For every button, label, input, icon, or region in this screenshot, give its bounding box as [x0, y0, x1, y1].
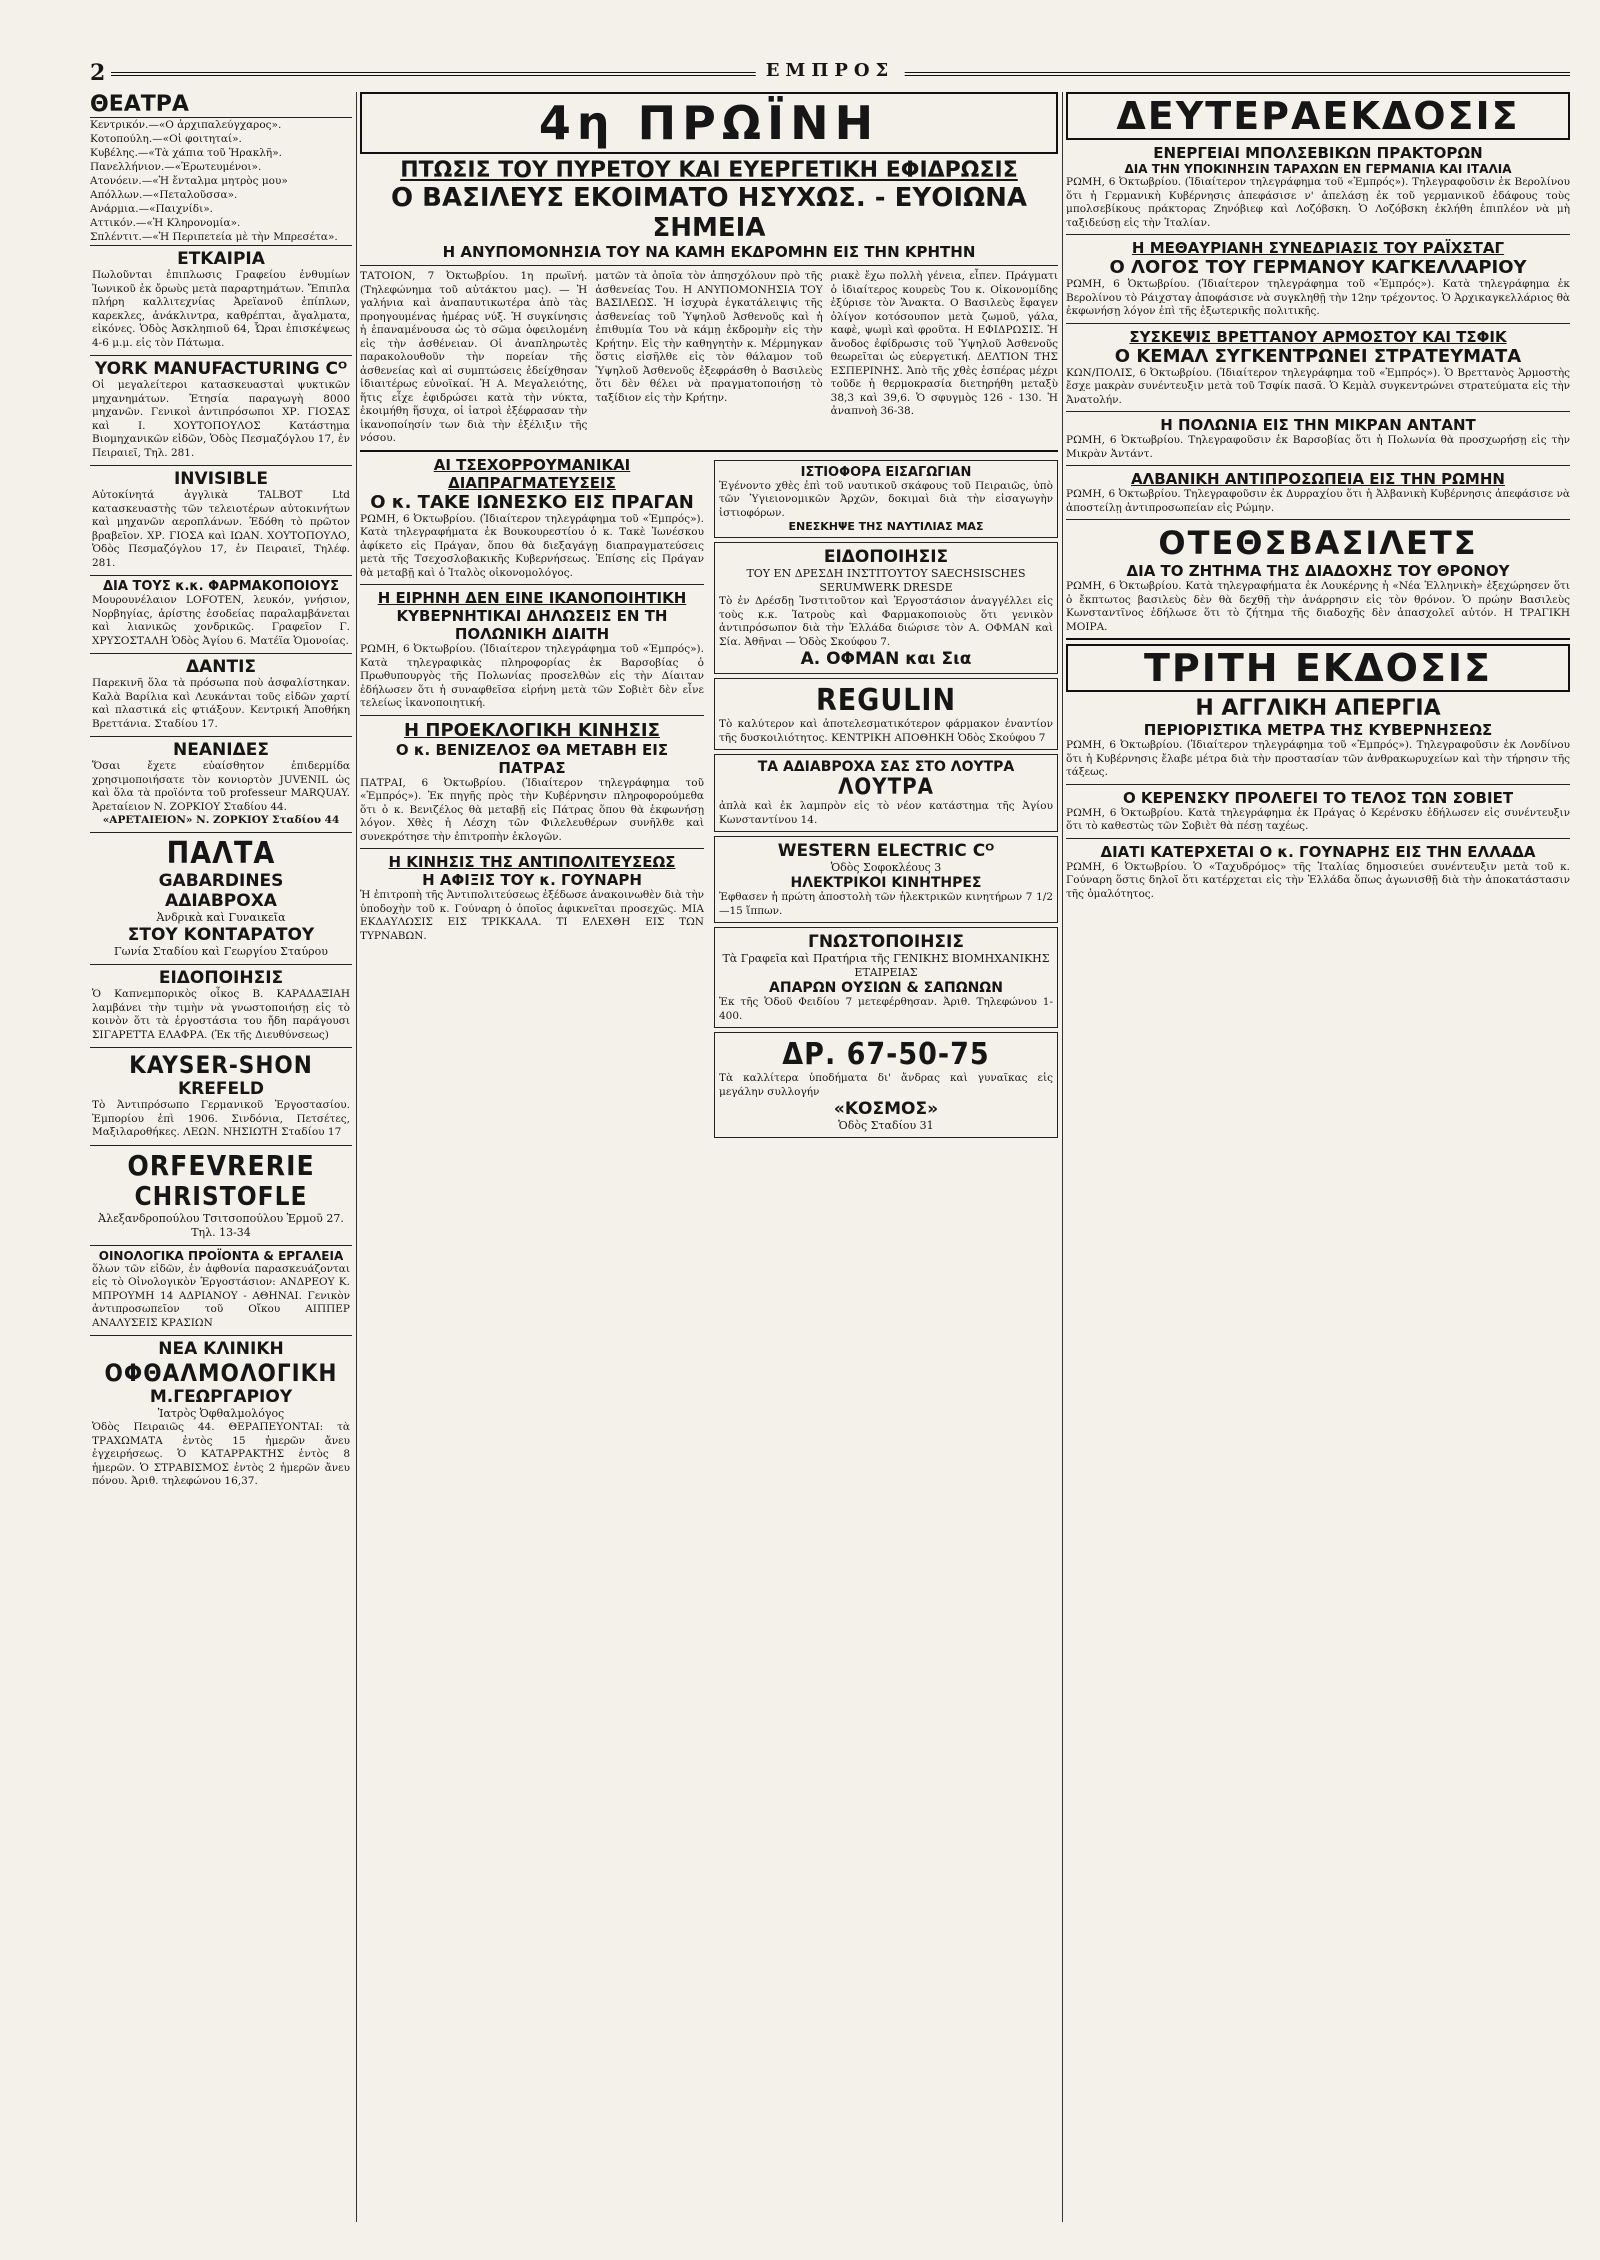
- ad-text: Ἐκ τῆς Ὁδοῦ Φειδίου 7 μετεφέρθησαν. Ἀριθ. Τηλεφώνου 1-400.: [719, 996, 1053, 1022]
- ad-text: Τὸ καλύτερον καὶ ἀποτελεσματικότερον φάρμακον ἐναντίον τῆς δυσκοιλιότητος. ΚΕΝΤΡΙΚΗ ΑΠΟΘΗΚΗ Ὁδὸς Σκούφου 7: [719, 718, 1053, 744]
- article-column: ΤΑΤΟΙΟΝ, 7 Ὀκτωβρίου. 1η πρωϊνή. (Τηλεφώνημα τοῦ αὐτάκτου μας). — Ἡ γαλήνια καὶ ἀναπαυτικωτέρα ἀπὸ τὰς προηγουμένας ἡμέρας νύξ. Ἡ συγκίνησις ἡ ἐπαναμένουσα ὡς τὸ σῶμα ὀφειλομένη εἰς τὴν ἀσθένειαν. Οἱ ἀναπληρωτὲς παρακολουθοῦν τὴν πορείαν τῆς ἀσθενείας καὶ αἱ συμπτώσεις ἐδείχθησαν ἰδιαιτέρως εὐνοϊκαί. Ἡ Α. Μεγαλειότης, ἥτις εἶχε ἐφιδρώσει κατὰ τὴν νύκτα, ἐκοιμήθη ἥσυχα, οἱ ἰατροὶ ἐξέφρασαν τὴν ἱκανοποίησίν των διὰ τὴν ἐξέλιξιν τῆς νόσου.: [360, 270, 588, 444]
- center-column: [360, 92, 1058, 2222]
- ad-address: Ὁδὸς Σοφοκλέους 3: [830, 861, 942, 874]
- theatre-item: Ανάρμια.—«Παιχνίδι».: [90, 203, 213, 215]
- article-headline: ΔΙΑ ΤΗΝ ΥΠΟΚΙΝΗΣΙΝ ΤΑΡΑΧΩΝ ΕΝ ΓΕΡΜΑΝΙΑ ΚΑΙ ΙΤΑΛΙΑ: [1124, 162, 1512, 176]
- ad-subtitle: ΤΟΥ ΕΝ ΔΡΕΣΔΗ ΙΝΣΤΙΤΟΥΤΟΥ SAECHSISCHES SERUMWERK DRESDE: [746, 567, 1026, 594]
- article-title: ΑΙ ΤΣΕΧΟΡΡΟΥΜΑΝΙΚΑΙ ΔΙΑΠΡΑΓΜΑΤΕΥΣΕΙΣ: [433, 455, 631, 492]
- article-column: ματῶν τὰ ὁποῖα τὸν ἀπησχόλουν πρὸ τῆς ἀσθενείας Του. Η ΑΝΥΠΟΜΟΝΗΣΙΑ ΤΟΥ ΒΑΣΙΛΕΩΣ. Ἡ ἰσχυρὰ ἐγκατάλειψις τῆς ἀσθενείας τοῦ Ὑψηλοῦ Ἀσθενοῦς καὶ ἡ ἐπιθυμία Του νὰ κάμῃ ἐκδρομὴν εἰς τὴν Κρήτην. Εἰς τὴν καθηγητὴν κ. Μέρμηγκαν ὅστις εἰσῆλθε εἰς τὸν θάλαμον τοῦ Ὑψηλοῦ Ἀσθενοῦς ἐξεφράσθη ὁ Βασιλεὺς ὅτι δὲν θέλει νὰ πραγματοποιήσῃ τὸ ταξίδιον εἰς τὴν Κρήτην.: [595, 270, 823, 404]
- ad-subtitle: KREFELD: [177, 1079, 265, 1099]
- ad-shop: «ΑΡΕΤΑΙΕΙΟΝ» Ν. ΖΟΡΚΙΟΥ Σταδίου 44: [102, 814, 340, 826]
- article-headline: Ο ΚΕΜΑΛ ΣΥΓΚΕΝΤΡΩΝΕΙ ΣΤΡΑΤΕΥΜΑΤΑ: [1114, 345, 1522, 367]
- article-headline: Ο κ. ΒΕΝΙΖΕΛΟΣ ΘΑ ΜΕΤΑΒΗ ΕΙΣ ΠΑΤΡΑΣ: [395, 740, 669, 777]
- ad-title: INVISIBLE: [173, 469, 268, 489]
- ad-serumwerk: [714, 542, 1058, 674]
- ad-york: [90, 355, 352, 465]
- article-headline: ΔΙΑ ΤΟ ΖΗΤΗΜΑ ΤΗΣ ΔΙΑΔΟΧΗΣ ΤΟΥ ΘΡΟΝΟΥ: [1126, 562, 1510, 580]
- theatre-item: Πανελλήνιον.—«Ἐρωτευμένοι».: [90, 161, 262, 173]
- article-title: Ο ΚΕΡΕΝΣΚΥ ΠΡΟΛΕΓΕΙ ΤΟ ΤΕΛΟΣ ΤΩΝ ΣΟΒΙΕΤ: [1122, 788, 1514, 807]
- ad-text: Ὁ Καπνεμπορικὸς οἶκος Β. ΚΑΡΑΔΑΞΙΑΗ λαμβάνει τὴν τιμὴν νὰ γνωστοποιήσῃ εἰς τὸ κοινὸν ὅτι τὰ ἐργοστάσια του ἤδη παράγουσι ΣΙΓΑΡΕΤΤΑ ΕΛΑΦΡΑ. (Ἐκ τῆς Διευθύνσεως): [92, 988, 350, 1041]
- ad-title: REGULIN: [815, 683, 957, 718]
- ad-raincoats: [714, 754, 1058, 832]
- ad-title: ΙΣΤΙΟΦΟΡΑ ΕΙΣΑΓΩΓΙΑΝ: [800, 464, 972, 480]
- ad-kayser: [90, 1047, 352, 1145]
- theatre-item: Απόλλων.—«Πεταλοῦσσα».: [90, 189, 238, 201]
- ad-text: Μουρουνέλαιον LOFOTEN, λευκόν, γνήσιον, Νορβηγίας, ἀρίστης ἐσοδείας παραλαμβάνεται καὶ λιανικῶς χονδρικῶς. Γραφεῖον Γ. ΧΡΥΣΟΣΤΑΛΗ Ὁδὸς Ἀγίου 6. Ματέϊα Ὁμονοίας.: [92, 594, 350, 647]
- article-text: ΡΩΜΗ, 6 Ὀκτωβρίου. (Ἰδιαίτερον τηλεγράφημα τοῦ «Ἐμπρός»). Κατὰ τηλεγραφικὰς πληροφορίας ἐκ Βαρσοβίας ὁ Πρωθυπουργὸς τῆς Πολωνίας προσελθὼν εἰς τὴν Δίαιταν ἐδήλωσεν ὅτι ἡ συναφθεῖσα εἰρήνη μετὰ τῶν Σοβιὲτ δὲν εἶνε τελείως ἱκανοποιητική.: [360, 643, 704, 709]
- ad-clinic: [90, 1335, 352, 1494]
- article-title: Η ΠΡΟΕΚΛΟΓΙΚΗ ΚΙΝΗΣΙΣ: [404, 719, 660, 741]
- ad-title: ΟΙΝΟΛΟΓΙΚΑ ΠΡΟΪΟΝΤΑ & ΕΡΓΑΛΕΙΑ: [98, 1248, 344, 1263]
- article-headline: Ο κ. ΤΑΚΕ ΙΩΝΕΣΚΟ ΕΙΣ ΠΡΑΓΑΝ: [370, 491, 694, 513]
- ad-subtitle: ΑΠΑΡΩΝ ΟΥΣΙΩΝ & ΣΑΠΩΝΩΝ: [769, 980, 1003, 996]
- article-title: ΣΥΣΚΕΨΙΣ ΒΡΕΤΤΑΝΟΥ ΑΡΜΟΣΤΟΥ ΚΑΙ ΤΣΦΙΚ: [1129, 327, 1507, 346]
- king-article: [360, 270, 1058, 446]
- ad-subtitle: ΕΝΕΣΚΗΨΕ ΤΗΣ ΝΑΥΤΙΛΙΑΣ ΜΑΣ: [788, 520, 984, 533]
- ad-title: YORK MANUFACTURING Cᴼ: [94, 359, 348, 379]
- clinic-line: Ἰατρὸς Ὀφθαλμολόγος: [157, 1407, 285, 1420]
- article-headline: Ο ΛΟΓΟΣ ΤΟΥ ΓΕΡΜΑΝΟΥ ΚΑΓΚΕΛΛΑΡΙΟΥ: [1109, 257, 1527, 278]
- orf-addr: Ἀλεξανδροπούλου Τσιτσοπούλου Ἑρμοῦ 27. Τηλ. 13-34: [98, 1211, 344, 1239]
- palta-line: ΣΤΟΥ ΚΟΝΤΑΡΑΤΟΥ: [127, 925, 315, 945]
- theatres-list: [90, 119, 352, 244]
- ad-text: Πωλοῦνται ἐπιπλωσις Γραφείου ἐνθυμίων Ἰωνικοῦ ἐκ ὄρωὺς μετὰ παραρτημάτων. Ἔπιπλα πλήρη καλλιτεχνίας Ἀρεϊανοῦ ἐπίπλων, καρεκλες, ἀνάκλιντρα, καθρέπται, ἄγαλματα, εἰκόνες. Ὁδὸς Ἀσκληπιοῦ 64, Ὧραι ἐπισκέψεως 4-6 μ.μ. εἰς τὸν Πάτωμα.: [92, 269, 350, 349]
- ad-text: ὅλων τῶν εἰδῶν, ἐν ἀφθονία παρασκευάζονται εἰς τὸ Οἰνολογικὸν Ἐργοστάσιον: ΑΝΔΡΕΟΥ Κ. ΜΠΡΟΥΜΗ 14 ΑΔΡΙΑΝΟΥ - ΑΘΗΝΑΙ. Γενικὸν ἀντιπροσωπεῖον τοῦ Οἴκου ΑΙΠΠΕΡ ΑΝΑΛΥΣΕΙΣ ΚΡΑΣΙΩΝ: [92, 1262, 350, 1329]
- ad-dantis: [90, 653, 352, 736]
- ad-text: Ὅσαι ἔχετε εὐαίσθητον ἐπιδερμίδα χρησιμοποιήσατε τὸν κονιορτὸν JUVENIL ὡς καὶ ὅλα τὰ προϊόντα τοῦ professeur MARQUAY. Ἀρεταίειον Ν. ΖΟΡΚΙΟΥ Σταδίου 44.: [92, 760, 350, 813]
- ad-title: ΤΑ ΑΔΙΑΒΡΟΧΑ ΣΑΣ ΣΤΟ ΛΟΥΤΡΑ: [757, 759, 1015, 775]
- right-column: [1066, 92, 1570, 2222]
- center-lower: [360, 456, 1058, 1143]
- edition-banner: ΤΡΙΤΗ ΕΚΔΟΣΙΣ: [1066, 644, 1570, 692]
- theatre-item: Κυβέλης.—«Τὰ χάπια τοῦ Ἡρακλῆ».: [90, 147, 282, 159]
- article-text: ΠΑΤΡΑΙ, 6 Ὀκτωβρίου. (Ἰδιαίτερον τηλεγράφημα τοῦ «Ἐμπρός»). Ἐκ πηγῆς πρὸς τὴν Κυβέρνησιν πληροφορούμεθα ὅτι ὁ κ. Βενιζέλος θὰ μεταβῇ εἰς Πάτρας ὅπου θὰ ἐκφωνήσῃ λόγον. Χθὲς ἡ Λέσχη τῶν Φιλελευθέρων συνῆλθε καὶ συνεκρότησε τὴν ἐπιτροπὴν ἐκλογῶν.: [360, 776, 704, 843]
- ad-text: Τὸ ἐν Δρέσδῃ Ἰνστιτοῦτον καὶ Ἐργοστάσιον ἀναγγέλλει εἰς τοὺς κ.κ. Ἰατροὺς καὶ Φαρμακοποιοὺς ὅτι γενικὸν ἀντιπρόσωπον διὰ τὴν Ἑλλάδα διώρισε τὸν Α. ΟΦΜΑΝ καὶ Σία. Ἀθῆναι — Ὁδὸς Σκούφου 7.: [719, 595, 1053, 648]
- orf-line: ORFEVRERIE: [127, 1148, 315, 1182]
- ad-title: KAYSER-SHON: [129, 1051, 313, 1079]
- ad-palta: [90, 832, 352, 964]
- ad-text: Τὰ καλλίτερα ὑποδήματα δι' ἄνδρας καὶ γυναῖκας εἰς μεγάλην συλλογήν: [719, 1072, 1053, 1098]
- ad-text: Παρεκινῆ ὅλα τὰ πρόσωπα ποὺ ἀσφαλίστηκαν. Καλὰ Βαρίλια καὶ Λευκάνται τοῦς εἰδῶν χαρτί καὶ πλαστικά εἰς φτιάξουν. Κεντρική Ἀποθήκη Βρεττάνια. Σταδίου 17.: [92, 677, 350, 730]
- article-text: ΡΩΜΗ, 6 Ὀκτωβρίου. (Ἰδιαίτερον τηλεγράφημα τοῦ «Ἐμπρός»). Τηλεγραφοῦσιν ἐκ Βερολίνου ὅτι ἡ Γερμανικὴ Κυβέρνησις ἀπεφάσισε ν' ἀπελάσῃ ἐκ τοῦ γερμανικοῦ ἐδάφους τοὺς μπολσεβίκους πράκτορας Ζηνόβιεφ καὶ Λοζόβσκη. Ὁ Λοζόβσκη ἐκλήθη ἐπιπλέον νὰ μὴ ταξιδεύσῃ εἰς τὴν Ἰταλίαν.: [1066, 176, 1570, 229]
- ad-text: Ἐγένοντο χθὲς ἐπὶ τοῦ ναυτικοῦ σκάφους τοῦ Πειραιῶς, ὑπὸ τῶν Ὑγιειονομικῶν Ἀρχῶν, δοκιμαὶ διὰ τὴν εἰσαγωγὴν ἱστιοφόρων.: [719, 479, 1053, 519]
- ad-text: Ὁδὸς Πειραιῶς 44. ΘΕΡΑΠΕΥΟΝΤΑΙ: τὰ ΤΡΑΧΩΜΑΤΑ ἐντὸς 15 ἡμερῶν ἄνευ ἐγχειρήσεως. Ὁ ΚΑΤΑΡΡΑΚΤΗΣ ἐντὸς 8 ἡμερῶν. Ὁ ΣΤΡΑΒΙΣΜΟΣ ἐντὸς 2 ἡμερῶν ἄνευ πόνου. Ἀριθ. τηλεφώνου 16,37.: [92, 1421, 350, 1487]
- ad-invisible: [90, 465, 352, 575]
- center-lower-right: [714, 456, 1058, 1143]
- ad-title: ΝΕΑΝΙΔΕΣ: [173, 740, 269, 760]
- article-title: ΟΤΕΘΣΒΑΣΙΛΕΤΣ: [1158, 524, 1478, 562]
- edition-banner: [360, 92, 1058, 154]
- subheadline: Η ΑΝΥΠΟΜΟΝΗΣΙΑ ΤΟΥ ΝΑ ΚΑΜΗ ΕΚΔΡΟΜΗΝ ΕΙΣ ΤΗΝ ΚΡΗΤΗΝ: [442, 243, 976, 261]
- headline: ΠΤΩΣΙΣ ΤΟΥ ΠΥΡΕΤΟΥ ΚΑΙ ΕΥΕΡΓΕΤΙΚΗ ΕΦΙΔΡΩΣΙΣ: [400, 158, 1018, 183]
- edition-banner: ΔΕΥΤΕΡΑΕΚΔΟΣΙΣ: [1066, 92, 1570, 140]
- ad-current: [90, 245, 352, 355]
- paper-name: ΕΜΠΡΟΣ: [756, 60, 905, 81]
- article-text: ΡΩΜΗ, 6 Ὀκτωβρίου. (Ἰδιαίτερον τηλεγράφημα τοῦ «Ἐμπρός»). Κατὰ τηλεγράφημα ἐκ Βερολίνου τὸ Ράιχσταγ ἀποφάσισε νὰ συγκληθῇ τὴν 12ην τρέχοντος. Ὁ Ἀρχικαγκελλάριος θὰ ἐκφωνήσῃ λόγον ἐπὶ τῆς ἐξωτερικῆς πολιτικῆς.: [1066, 278, 1570, 317]
- ad-title: ΕΤΚΑΙΡΙΑ: [177, 249, 265, 269]
- article-title: Η ΑΓΓΛΙΚΗ ΑΠΕΡΓΙΑ: [1195, 696, 1441, 721]
- page-number: 2: [90, 60, 111, 86]
- article-text: ΡΩΜΗ, 6 Ὀκτωβρίου. Κατὰ τηλεγραφήματα ἐκ Λουκέρνης ἡ «Νέα Ἑλληνικὴ» ἐξεχώρησεν ὅτι ὁ ἔκπτωτος βασιλεὺς δὲν θὰ δεχθῇ τὴν ἀνάρρησιν εἰς τὸν θρόνον. Ὁ πρώην Βασιλεὺς Κωνσταντῖνος ἐδήλωσε ὅτι τὸ ζήτημα τῆς διαδοχῆς δὲν ἀπασχολεῖ αὐτόν. Η ΤΡΑΓΙΚΗ ΜΟΙΡΑ.: [1066, 580, 1570, 633]
- theatre-item: Κοτοπούλη.—«Οἱ φοιτηταί».: [90, 133, 242, 145]
- ad-text: ἀπλὰ καὶ ἐκ λαμπρὸν εἰς τὸ νέον κατάστημα τῆς Ἀγίου Κωνσταντίνου 14.: [719, 800, 1053, 826]
- ad-subtitle: ΛΟΥΤΡΑ: [838, 775, 934, 800]
- clinic-line: Μ.ΓΕΩΡΓΑΡΙΟΥ: [149, 1387, 293, 1407]
- ad-christofle: [90, 1145, 352, 1245]
- article-title: ΔΙΑΤΙ ΚΑΤΕΡΧΕΤΑΙ Ο κ. ΓΟΥΝΑΡΗΣ ΕΙΣ ΤΗΝ ΕΛΛΑΔΑ: [1100, 842, 1536, 861]
- ad-text: Οἱ μεγαλείτεροι κατασκευασταὶ ψυκτικῶν μηχανημάτων. Ἐτησία παραγωγὴ 8000 μηχανῶν. Γενικοὶ ἀντιπρόσωποι ΧΡ. ΓΙΟΣΑΣ καὶ Ι. ΧΟΥΤΟΠΟΥΛΟΣ Κατάστημα Βιομηχανικῶν εἰδῶν, Ὁδὸς Πεσμαζόγλου 17, ἐν Πειραιεῖ, Τηλ. 281.: [92, 379, 350, 459]
- ad-kosmos: [714, 1032, 1058, 1138]
- article-headline: Η ΑΦΙΞΙΣ ΤΟΥ κ. ΓΟΥΝΑΡΗ: [422, 871, 642, 889]
- ad-sails: [714, 460, 1058, 539]
- ad-notices: [90, 964, 352, 1047]
- article-text: ΡΩΜΗ, 6 Ὀκτωβρίου. Τηλεγραφοῦσιν ἐκ Δυρραχίου ὅτι ἡ Ἀλβανικὴ Κυβέρνησις ἀπεφάσισε νὰ ἀποστείλῃ ἀντιπροσωπείαν εἰς Ρώμην.: [1066, 488, 1570, 514]
- article-title: Η ΠΟΛΩΝΙΑ ΕΙΣ ΤΗΝ ΜΙΚΡΑΝ ΑΝΤΑΝΤ: [1160, 416, 1476, 434]
- ad-title: ΓΝΩΣΤΟΠΟΙΗΣΙΣ: [808, 932, 964, 952]
- ad-subtitle: ΗΛΕΚΤΡΙΚΟΙ ΚΙΝΗΤΗΡΕΣ: [790, 875, 982, 891]
- ad-title: ΔΙΑ ΤΟΥΣ κ.κ. ΦΑΡΜΑΚΟΠΟΙΟΥΣ: [103, 579, 339, 594]
- ad-text: Τὸ Ἀντιπρόσωπο Γερμανικοῦ Ἐργοστασίου. Ἐμπορίου ἐπὶ 1906. Σινδόνια, Πετσέτες, Μαξιλαροθήκες. ΛΕΩΝ. ΝΗΣΙΩΤΗ Σταδίου 17: [92, 1099, 350, 1138]
- article-title: Η ΜΕΘΑΥΡΙΑΝΗ ΣΥΝΕΔΡΙΑΣΙΣ ΤΟΥ ΡΑΪΧΣΤΑΓ: [1131, 239, 1505, 257]
- ad-title: WESTERN ELECTRIC Cᴼ: [777, 841, 995, 861]
- orf-line: CHRISTOFLE: [134, 1181, 308, 1212]
- article-text: ΡΩΜΗ, 6 Ὀκτωβρίου. Ὁ «Ταχυδρόμος» τῆς Ἰταλίας δημοσιεύει συνέντευξιν μετὰ τοῦ κ. Γούναρη ὅστις δηλοῖ ὅτι κατέρχεται εἰς τὴν Ἑλλάδα ὅπως ἀγωνισθῇ διὰ τὴν ἀποκατάστασιν τῆς ὁμαλότητος.: [1066, 860, 1570, 900]
- ad-subtitle: Τὰ Γραφεῖα καὶ Πρατήρια τῆς ΓΕΝΙΚΗΣ ΒΙΟΜΗΧΑΝΙΚΗΣ ΕΤΑΙΡΕΙΑΣ: [722, 952, 1050, 979]
- clinic-line: ΝΕΑ ΚΛΙΝΙΚΗ: [158, 1339, 284, 1359]
- masthead: [90, 60, 1570, 86]
- center-lower-left: [360, 456, 704, 1143]
- article-title: Η ΕΙΡΗΝΗ ΔΕΝ ΕΙΝΕ ΙΚΑΝΟΠΟΙΗΤΙΚΗ: [377, 589, 687, 607]
- palta-line: ΑΔΙΑΒΡΟΧΑ: [165, 891, 277, 911]
- ad-text: Αὐτοκίνητά ἀγγλικὰ TALBOT Ltd κατασκευαστὴς τῶν τελειοτέρων αὐτοκινήτων καὶ μηχανῶν αεροπλάνων. Ἐδόθη τὸ πρῶτον βραβεῖον. ΧΡ. ΓΙΟΣΑ καὶ ΙΩΑΝ. ΧΟΥΤΟΠΟΥΛΟ, Ὁδὸς Πεσμαζόγλου 17, ἐν Πειραιεῖ, Τηλέφ. 281.: [92, 489, 350, 569]
- article-title: ΕΝΕΡΓΕΙΑΙ ΜΠΟΛΣΕΒΙΚΩΝ ΠΡΑΚΤΟΡΩΝ: [1153, 144, 1483, 162]
- ad-title: ΔΑΝΤΙΣ: [185, 657, 257, 677]
- article-title: ΑΛΒΑΝΙΚΗ ΑΝΤΙΠΡΟΣΩΠΕΙΑ ΕΙΣ ΤΗΝ ΡΩΜΗΝ: [1131, 470, 1505, 488]
- ad-western-electric: [714, 836, 1058, 923]
- ad-neanides: [90, 736, 352, 832]
- theatre-item: Αττικόν.—«Ἡ Κληρονομία».: [90, 217, 241, 229]
- column-divider: [1062, 92, 1063, 2222]
- article-text: Ἡ ἐπιτροπὴ τῆς Ἀντιπολιτεύσεως ἐξέδωσε ἀνακοινωθὲν διὰ τὴν ὑποδοχὴν τοῦ κ. Γούναρη ὁ ὁποῖος ἀφικνεῖται προσεχῶς. ΜΙΑ ΕΚΔΑΥΛΩΣΙΣ ΕΙΣ ΤΡΙΚΚΑΛΑ. ΤΙ ΕΛΕΧΘΗ ΕΙΣ ΤΩΝ ΤΥΡΝΑΒΩΝ.: [360, 889, 704, 942]
- article-text: ΡΩΜΗ, 6 Ὀκτωβρίου. Τηλεγραφοῦσιν ἐκ Βαρσοβίας ὅτι ἡ Πολωνία θὰ προσχωρήσῃ εἰς τὴν Μικρὰν Ἀντάντ.: [1066, 434, 1570, 460]
- palta-line: Γωνία Σταδίου καὶ Γεωργίου Σταύρου: [114, 945, 328, 958]
- theatre-item: Ατονόειν.—«Ἡ ἔνταλμα μητρὸς μου»: [90, 175, 288, 187]
- theatres-title: ΘΕΑΤΡΑ: [90, 92, 352, 118]
- ad-shop: «ΚΟΣΜΟΣ»: [833, 1099, 939, 1119]
- clinic-line: ΟΦΘΑΛΜΟΛΟΓΙΚΗ: [104, 1359, 338, 1387]
- ad-wine: [90, 1245, 352, 1336]
- ad-shop: Α. ΟΦΜΑΝ και Σια: [800, 649, 972, 669]
- left-column: [90, 92, 352, 2222]
- article-headline: ΠΕΡΙΟΡΙΣΤΙΚΑ ΜΕΤΡΑ ΤΗΣ ΚΥΒΕΡΝΗΣΕΩΣ: [1143, 721, 1493, 739]
- ad-text: Ἐφθασεν ἡ πρώτη ἀποστολὴ τῶν ἠλεκτρικῶν κινητήρων 7 1/2—15 ἵππων.: [719, 891, 1053, 917]
- ad-title: ΕΙΔΟΠΟΙΗΣΙΣ: [158, 968, 284, 988]
- ad-regulin: [714, 678, 1058, 750]
- column-divider: [356, 92, 357, 2222]
- palta-line: Ἀνδρικὰ καὶ Γυναικεῖα: [156, 911, 286, 924]
- palta-line: GABARDINES: [158, 871, 284, 891]
- edition-title: 4η ΠΡΩΪΝΗ: [538, 96, 880, 150]
- ad-soap: [714, 927, 1058, 1028]
- headline-main: Ο ΒΑΣΙΛΕΥΣ ΕΚΟΙΜΑΤΟ ΗΣΥΧΩΣ. - ΕΥΟΙΩΝΑ ΣΗΜΕΙΑ: [391, 183, 1027, 243]
- article-text: ΡΩΜΗ, 6 Ὀκτωβρίου. (Ἰδιαίτερον τηλεγράφημα τοῦ «Ἐμπρός»). Κατὰ τηλεγραφήματα ἐκ Βουκουρεστίου ὁ κ. Τακὲ Ἰωνέσκου ἀφίκετο εἰς Πράγαν, ὅπου θὰ διεξαγάγῃ διαπραγματεύσεις μετὰ τῆς Τσεχοσλοβακικῆς Κυβερνήσεως. Ἐπίσης εἰς Πράγαν θὰ μεταβῇ καὶ ὁ Ἰταλὸς οἰκονομολόγος.: [360, 512, 704, 579]
- article-headline: ΚΥΒΕΡΝΗΤΙΚΑΙ ΔΗΛΩΣΕΙΣ ΕΝ ΤΗ ΠΟΛΩΝΙΚΗ ΔΙΑΙΤΗ: [396, 607, 668, 643]
- theatre-item: Σπλέντιτ.—«Ἡ Περιπετεία μὲ τὴν Μπρεσέτα».: [90, 231, 338, 243]
- ad-address: Ὁδὸς Σταδίου 31: [838, 1119, 934, 1132]
- ad-pharmacies: [90, 575, 352, 653]
- article-text: ΡΩΜΗ, 6 Ὀκτωβρίου. (Ἰδιαίτερον τηλεγράφημα τοῦ «Ἐμπρός»). Τηλεγραφοῦσιν ἐκ Λονδίνου ὅτι ἡ Κυβέρνησις ἔλαβε μέτρα διὰ τὴν προστασίαν τῶν ἀνθρακωρυχείων καὶ τὴν τήρησιν τῆς τάξεως.: [1066, 739, 1570, 778]
- theatre-item: Κεντρικόν.—«Ο ἀρχιπαλεύγχαρος».: [90, 119, 282, 131]
- ad-title: ΕΙΔΟΠΟΙΗΣΙΣ: [823, 547, 949, 567]
- palta-line: ΠΑΛΤΑ: [166, 836, 276, 871]
- article-title: Η ΚΙΝΗΣΙΣ ΤΗΣ ΑΝΤΙΠΟΛΙΤΕΥΣΕΩΣ: [388, 853, 676, 871]
- article-column: ριακὲ ἔχω πολλὴ γένεια, εἶπεν. Πράγματι ὁ ἰδιαίτερος κουρεὺς Του κ. Οἰκονομίδης ἐξύρισε τὸν Ἄνακτα. Ο Βασιλεὺς ἔφαγεν ὀλίγον κοτόσουπον μετὰ ζωμοῦ, γάλα, καφὲ, ψωμὶ καὶ φροῦτα. Η ΕΦΙΔΡΩΣΙΣ. Ἡ ἄνοδος ἐφίδρωσις τοῦ Ὑψηλοῦ Ἀσθενοῦς θεωρεῖται ὡς εὐεργετική. ΔΕΛΤΙΟΝ ΤΗΣ ΕΣΠΕΡΙΝΗΣ. Ἀπὸ τῆς χθὲς ἑσπέρας μέχρι τοῦδε ἡ θερμοκρασία διετηρήθη μεταξὺ 38,3 καὶ 39,6. Ὁ σφυγμὸς 126 - 130. Ἡ ἀναπνοὴ 36-38.: [830, 270, 1058, 417]
- ad-price: ΔΡ. 67-50-75: [782, 1037, 990, 1072]
- article-text: ΡΩΜΗ, 6 Ὀκτωβρίου. Κατὰ τηλεγράφημα ἐκ Πράγας ὁ Κερένσκυ ἐδήλωσεν εἰς συνέντευξιν ὅτι τὸ καθεστὼς τῶν Σοβιὲτ θὰ πέσῃ ταχέως.: [1066, 806, 1570, 832]
- article-text: ΚΩΝ/ΠΟΛΙΣ, 6 Ὀκτωβρίου. (Ἰδιαίτερον τηλεγράφημα τοῦ «Ἐμπρός»). Ὁ Βρεττανὸς Ἁρμοστὴς ἔσχε μακρὰν συνέντευξιν μετὰ τοῦ Τσφίκ πασᾶ. Ὁ Κεμὰλ συγκεντρώνει στρατεύματα εἰς τὴν Ἀνατολήν.: [1066, 366, 1570, 406]
